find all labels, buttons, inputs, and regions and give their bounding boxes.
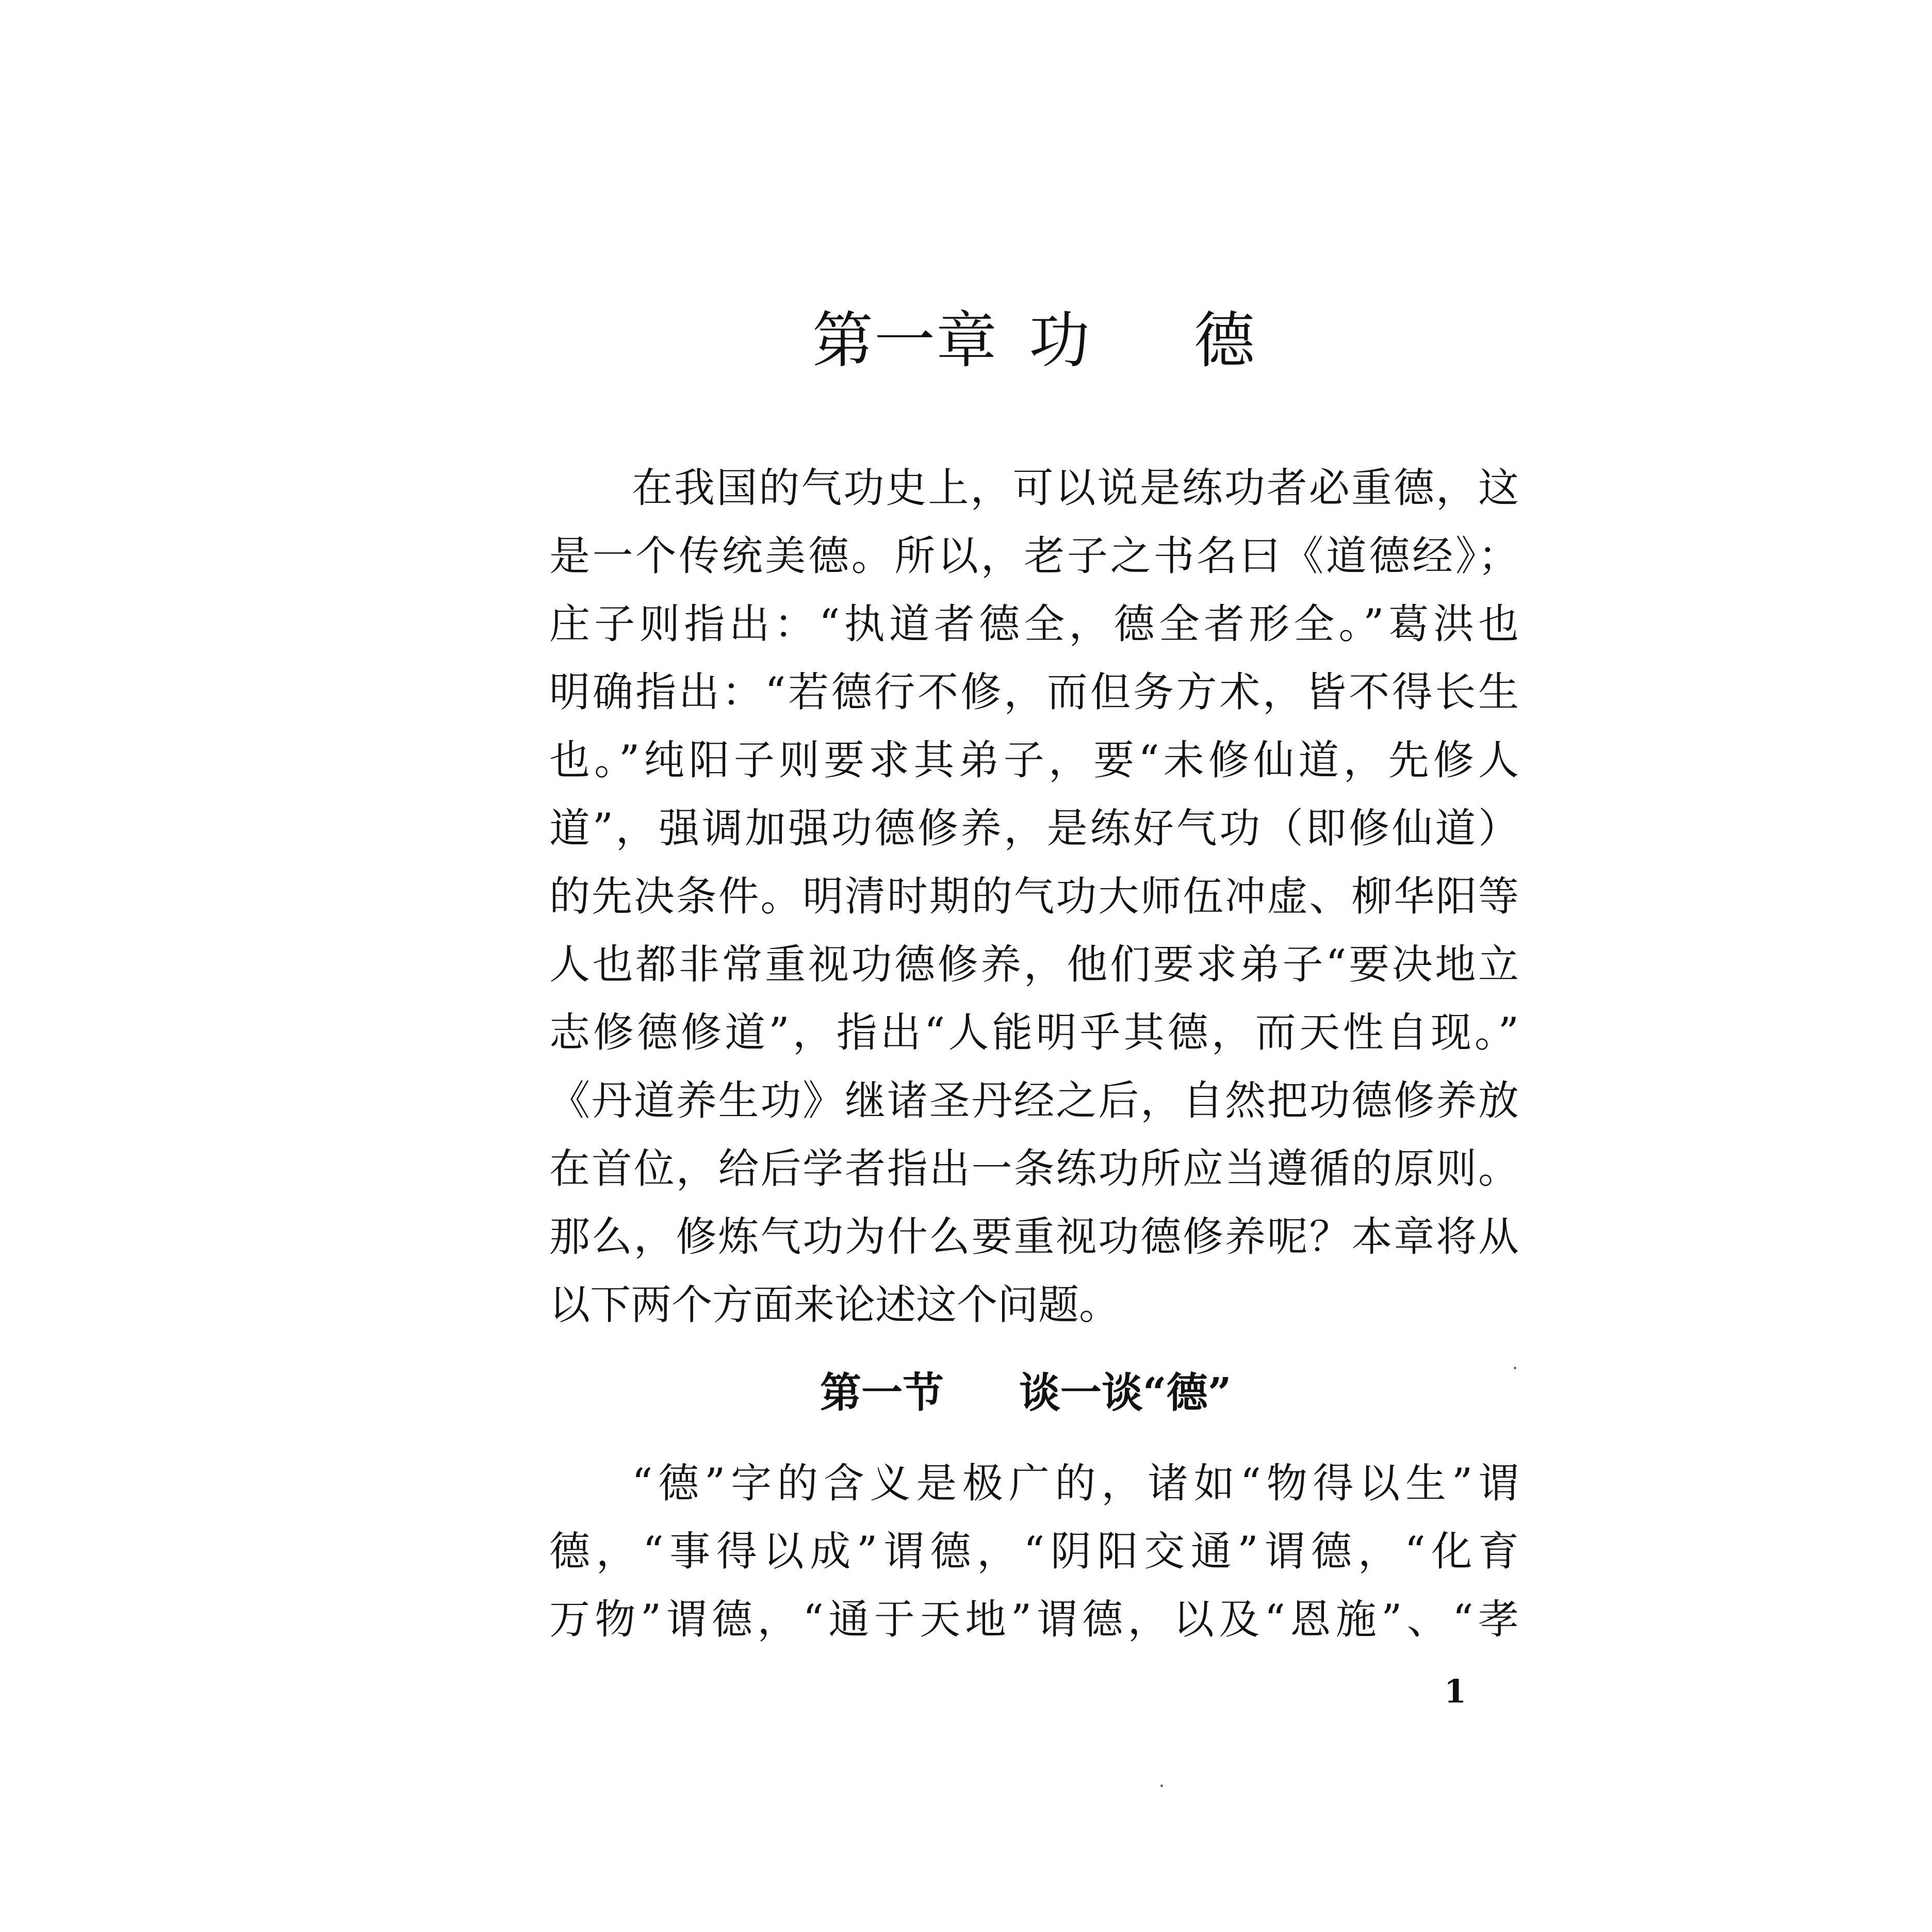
page-number: 1 <box>1444 1673 1467 1710</box>
text-line: 以下两个方面来论述这个问题。 <box>549 1281 1120 1329</box>
chapter-title-part1: 功 <box>1029 305 1091 376</box>
chapter-number: 第一章 <box>812 305 998 376</box>
text-line: 志修德修道”，指出“人能明乎其德，而天性自现。” <box>549 1009 1519 1056</box>
text-line: 的先决条件。明清时期的气功大师伍冲虚、柳华阳等 <box>549 873 1519 920</box>
section-heading: 谈一谈“德” <box>1019 1368 1232 1417</box>
text-line: 那么，修炼气功为什么要重视功德修养呢？本章将从 <box>549 1213 1519 1260</box>
text-line: “德”字的含义是极广的，诸如“物得以生”谓 <box>632 1460 1519 1507</box>
text-line: 也。”纯阳子则要求其弟子，要“未修仙道，先修人 <box>549 736 1519 784</box>
section-title <box>820 1362 1232 1423</box>
scan-speck <box>1160 1784 1163 1787</box>
scan-speck <box>1514 1367 1516 1369</box>
text-line: 明确指出：“若德行不修，而但务方术，皆不得长生 <box>549 668 1519 716</box>
section-number: 第一节 <box>820 1368 944 1417</box>
chapter-title-part2: 德 <box>1194 305 1256 376</box>
text-line: 人也都非常重视功德修养，他们要求弟子“要决地立 <box>549 941 1519 988</box>
text-line: 庄子则指出：“执道者德全，德全者形全。”葛洪也 <box>549 600 1519 648</box>
chapter-title <box>812 304 1256 376</box>
text-line: 《丹道养生功》继诸圣丹经之后，自然把功德修养放 <box>549 1077 1519 1124</box>
text-line: 在首位，给后学者指出一条练功所应当遵循的原则。 <box>549 1145 1519 1192</box>
text-line: 万物”谓德，“通于天地”谓德，以及“恩施”、“孝 <box>549 1596 1519 1643</box>
text-line: 是一个传统美德。所以，老子之书名曰《道德经》； <box>549 532 1519 580</box>
paragraph-de <box>549 1449 1519 1653</box>
text-line: 德，“事得以成”谓德，“阴阳交通”谓德，“化育 <box>549 1528 1519 1575</box>
paragraph-intro <box>549 454 1519 1339</box>
text-line: 在我国的气功史上，可以说是练功者必重德，这 <box>632 464 1519 512</box>
text-line: 道”，强调加强功德修养，是练好气功（即修仙道） <box>549 805 1519 852</box>
